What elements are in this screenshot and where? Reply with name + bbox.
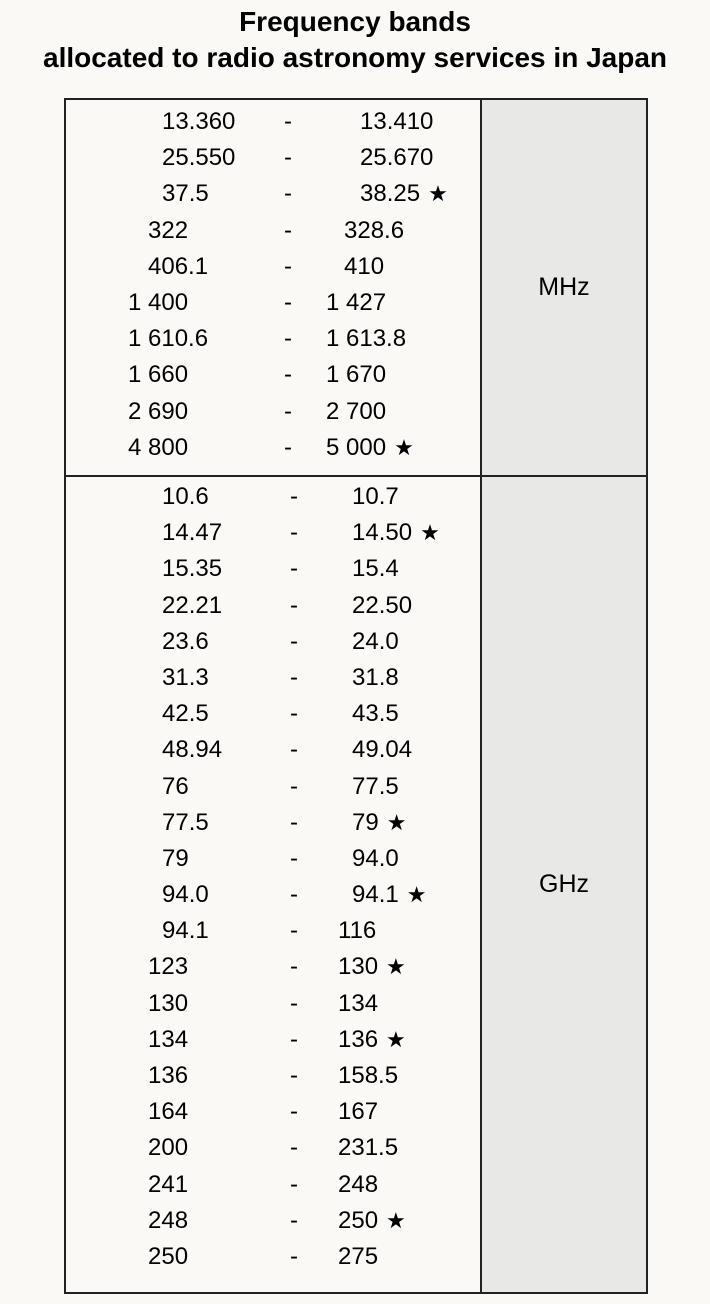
band-lower-value: 25.550 <box>162 144 236 172</box>
table-row <box>66 213 480 249</box>
band-upper-cell <box>338 913 376 949</box>
band-upper-value: 2 700 <box>326 397 387 425</box>
range-dash: - <box>290 627 298 655</box>
band-lower-value: 123 <box>148 953 189 981</box>
band-upper-cell <box>360 140 433 176</box>
band-upper-cell <box>338 1022 406 1058</box>
range-dash: - <box>284 180 292 208</box>
range-dash: - <box>290 808 298 836</box>
band-lower-value: 14.47 <box>162 519 223 547</box>
range-dash: - <box>290 1134 298 1162</box>
table-row <box>66 1167 480 1203</box>
band-upper-cell <box>360 104 433 140</box>
star-icon: ★ <box>420 520 440 546</box>
band-upper-value: 25.670 <box>360 144 434 172</box>
mhz-section <box>66 100 646 477</box>
range-dash: - <box>290 881 298 909</box>
table-row <box>66 660 480 696</box>
table-row <box>66 1094 480 1130</box>
band-upper-value: 250 <box>338 1206 379 1234</box>
band-upper-cell <box>338 1058 398 1094</box>
band-lower-value: 241 <box>148 1170 189 1198</box>
band-lower-value: 164 <box>148 1098 189 1126</box>
band-lower-value: 15.35 <box>162 555 223 583</box>
band-lower-value: 136 <box>148 1062 189 1089</box>
range-dash: - <box>290 1098 298 1126</box>
table-row <box>66 949 480 985</box>
band-upper-value: 275 <box>338 1242 379 1270</box>
range-dash: - <box>290 519 298 547</box>
table-row <box>66 841 480 877</box>
band-upper-value: 136 <box>338 1025 379 1053</box>
table-row <box>66 986 480 1022</box>
band-upper-cell <box>326 321 406 357</box>
band-lower-value: 406.1 <box>148 252 209 280</box>
range-dash: - <box>284 144 292 172</box>
band-upper-value: 77.5 <box>352 772 399 800</box>
range-dash: - <box>290 555 298 583</box>
unit-cell-ghz: GHz <box>480 477 646 1292</box>
range-dash: - <box>290 1025 298 1053</box>
table-row <box>66 696 480 732</box>
band-upper-cell <box>352 624 399 660</box>
band-upper-value: 14.50 <box>352 519 413 547</box>
band-upper-cell <box>338 1130 398 1166</box>
star-icon: ★ <box>394 434 414 460</box>
range-dash: - <box>290 483 298 510</box>
band-upper-cell <box>352 805 406 841</box>
band-upper-value: 49.04 <box>352 736 413 764</box>
star-icon: ★ <box>406 882 427 908</box>
band-lower-value: 94.0 <box>162 881 209 909</box>
range-dash: - <box>290 1170 298 1198</box>
band-upper-cell <box>352 660 399 696</box>
band-upper-cell <box>352 877 426 913</box>
table-row <box>66 104 480 140</box>
band-upper-cell <box>344 249 384 285</box>
band-upper-value: 31.8 <box>352 663 399 691</box>
range-dash: - <box>284 108 292 135</box>
table-row <box>66 357 480 393</box>
table-row <box>66 176 480 212</box>
band-upper-value: 231.5 <box>338 1134 399 1162</box>
range-dash: - <box>290 591 298 619</box>
band-upper-value: 248 <box>338 1170 379 1198</box>
band-upper-value: 24.0 <box>352 627 399 655</box>
band-upper-cell <box>352 696 399 732</box>
range-dash: - <box>290 772 298 800</box>
band-upper-cell <box>352 588 412 624</box>
band-lower-value: 1 400 <box>128 288 189 316</box>
band-upper-value: 79 <box>352 808 379 836</box>
band-lower-value: 1 660 <box>128 361 189 389</box>
band-lower-value: 23.6 <box>162 627 209 655</box>
range-dash: - <box>284 361 292 389</box>
table-row <box>66 394 480 430</box>
band-lower-value: 77.5 <box>162 808 209 836</box>
unit-cell-mhz: MHz <box>480 100 646 475</box>
band-upper-cell <box>352 732 412 768</box>
band-upper-value: 134 <box>338 989 379 1017</box>
table-row <box>66 1130 480 1166</box>
band-upper-value: 1 427 <box>326 288 387 316</box>
band-upper-cell <box>352 515 440 551</box>
table-row <box>66 769 480 805</box>
title-line-1: Frequency bands <box>239 6 471 37</box>
band-upper-cell <box>326 285 386 321</box>
range-dash: - <box>290 844 298 872</box>
band-upper-cell <box>338 949 406 985</box>
band-upper-value: 38.25 <box>360 180 421 208</box>
band-upper-value: 130 <box>338 953 379 981</box>
band-upper-cell <box>344 213 404 249</box>
range-dash: - <box>290 1242 298 1270</box>
table-row <box>66 913 480 949</box>
star-icon: ★ <box>386 1207 406 1233</box>
frequency-table <box>64 98 648 1294</box>
table-row <box>66 285 480 321</box>
table-row <box>66 551 480 587</box>
band-upper-value: 43.5 <box>352 700 399 728</box>
band-upper-value: 94.1 <box>352 881 399 909</box>
range-dash: - <box>284 397 292 425</box>
band-upper-value: 328.6 <box>344 216 405 244</box>
band-lower-value: 322 <box>148 216 189 244</box>
star-icon: ★ <box>386 1026 406 1052</box>
band-upper-cell <box>352 841 399 877</box>
band-upper-cell <box>338 1094 378 1130</box>
range-dash: - <box>290 700 298 728</box>
band-upper-cell <box>338 1203 406 1239</box>
band-lower-value: 76 <box>162 772 189 800</box>
band-lower-value: 134 <box>148 1025 189 1053</box>
band-upper-cell <box>360 176 448 212</box>
range-dash: - <box>284 325 292 353</box>
star-icon: ★ <box>386 954 406 980</box>
range-dash: - <box>284 433 292 461</box>
band-upper-value: 5 000 <box>326 433 387 461</box>
band-upper-value: 116 <box>338 917 377 945</box>
band-upper-value: 1 613.8 <box>326 325 407 353</box>
ghz-section <box>66 477 646 1292</box>
table-row <box>66 1058 480 1094</box>
band-upper-cell <box>326 394 386 430</box>
band-upper-value: 22.50 <box>352 591 413 619</box>
range-dash: - <box>284 252 292 280</box>
band-upper-cell <box>352 479 399 515</box>
band-lower-value: 48.94 <box>162 736 223 764</box>
band-upper-value: 94.0 <box>352 844 399 872</box>
band-lower-value: 31.3 <box>162 663 209 691</box>
band-lower-value: 42.5 <box>162 700 209 728</box>
band-lower-value: 200 <box>148 1134 189 1162</box>
band-lower-value: 4 800 <box>128 433 189 461</box>
band-upper-cell <box>338 1239 378 1275</box>
band-lower-value: 2 690 <box>128 397 189 425</box>
table-row <box>66 588 480 624</box>
range-dash: - <box>284 288 292 316</box>
band-upper-value: 167 <box>338 1098 379 1126</box>
range-dash: - <box>290 1062 298 1089</box>
range-dash: - <box>290 663 298 691</box>
table-row <box>66 430 480 466</box>
band-upper-value: 1 670 <box>326 361 387 389</box>
band-lower-value: 1 610.6 <box>128 325 209 353</box>
band-upper-cell <box>352 551 399 587</box>
band-lower-value: 79 <box>162 844 189 872</box>
range-dash: - <box>290 736 298 764</box>
star-icon: ★ <box>428 181 448 207</box>
band-lower-value: 130 <box>148 989 189 1017</box>
title-line-2: allocated to radio astronomy services in Japan <box>43 42 667 73</box>
band-lower-value: 37.5 <box>162 180 209 208</box>
band-lower-value: 94.1 <box>162 917 209 945</box>
table-row <box>66 140 480 176</box>
band-upper-value: 13.410 <box>360 108 434 135</box>
band-lower-value: 22.21 <box>162 591 223 619</box>
range-dash: - <box>290 917 298 945</box>
band-upper-cell <box>326 430 414 466</box>
table-row <box>66 321 480 357</box>
band-upper-cell <box>338 986 378 1022</box>
range-dash: - <box>284 216 292 244</box>
table-row <box>66 1203 480 1239</box>
band-lower-value: 10.6 <box>162 483 209 510</box>
table-row <box>66 249 480 285</box>
table-row <box>66 624 480 660</box>
range-dash: - <box>290 1206 298 1234</box>
band-upper-cell <box>326 357 386 393</box>
range-dash: - <box>290 989 298 1017</box>
table-row <box>66 479 480 515</box>
band-upper-value: 15.4 <box>352 555 399 583</box>
band-lower-value: 13.360 <box>162 108 236 135</box>
band-upper-cell <box>338 1167 378 1203</box>
star-icon: ★ <box>386 809 407 835</box>
band-upper-cell <box>352 769 399 805</box>
table-row <box>66 732 480 768</box>
band-lower-value: 248 <box>148 1206 189 1234</box>
table-row <box>66 805 480 841</box>
table-row <box>66 1239 480 1275</box>
band-upper-value: 410 <box>344 252 385 280</box>
range-dash: - <box>290 953 298 981</box>
mhz-rows <box>66 104 480 466</box>
ghz-rows <box>66 479 480 1275</box>
table-row <box>66 515 480 551</box>
band-upper-value: 158.5 <box>338 1062 399 1089</box>
band-upper-value: 10.7 <box>352 483 399 510</box>
table-row <box>66 1022 480 1058</box>
table-row <box>66 877 480 913</box>
band-lower-value: 250 <box>148 1242 189 1270</box>
